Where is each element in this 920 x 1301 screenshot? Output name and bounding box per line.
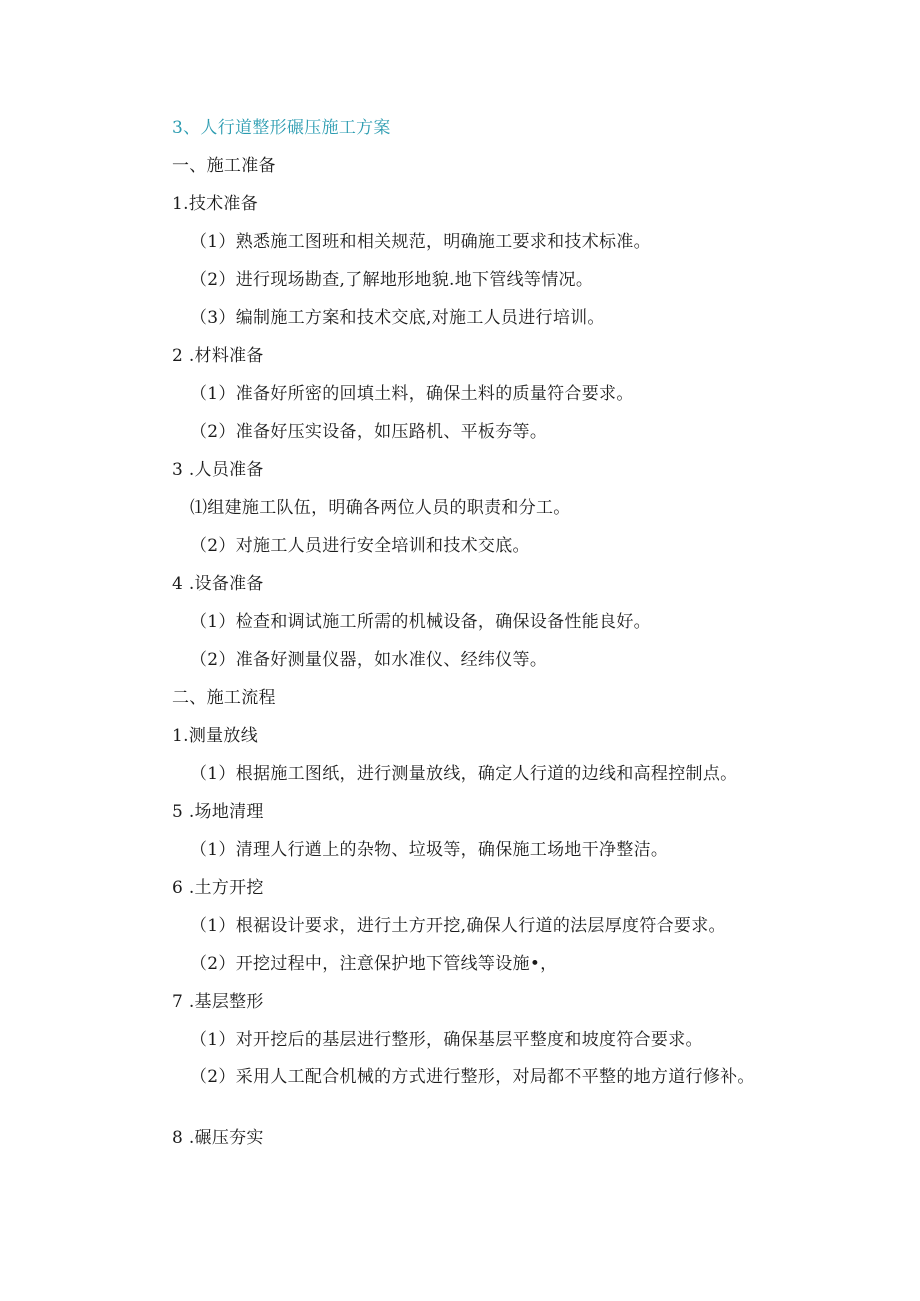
- paragraph: （1）检查和调试施工所需的机械设备，确保设备性能良好。: [190, 612, 651, 632]
- subheading-survey: 1.测量放线: [172, 726, 259, 746]
- subheading-excavation: 6 .土方开挖: [172, 878, 264, 898]
- subheading-compaction: 8 .碾压夯实: [172, 1128, 264, 1148]
- paragraph: （1）熟悉施工图班和相关规范，明确施工要求和技术标准。: [190, 232, 651, 252]
- paragraph: （2）准备好测量仪器，如水准仪、经纬仪等。: [190, 650, 548, 670]
- paragraph-wrapped: （2）采用人工配合机械的方式进行整形，对局都不平整的地方道行修补。: [190, 1067, 755, 1087]
- paragraph: （3）编制施工方案和技术交底,对施工人员进行培训。: [190, 308, 605, 328]
- paragraph: （1）根裾设计要求，进行土方开挖,确保人行道的法层厚度符合要求。: [190, 916, 726, 936]
- paragraph: （2）开挖过程中，注意保护地下管线等设施•，: [190, 954, 558, 974]
- subheading-materials: 2 .材料准备: [172, 346, 264, 366]
- paragraph: （1）根据施工图纸，进行测量放线，确定人行道的边线和高程控制点。: [190, 764, 738, 784]
- paragraph: （1）清理人行遒上的杂物、垃圾等，确保施工场地干净整洁。: [190, 840, 669, 860]
- section-heading-process: 二、施工流程: [172, 688, 276, 708]
- subheading-base-shaping: 7 .基层整形: [172, 992, 264, 1012]
- paragraph: ⑴组建施工队伍，明确各两位人员的职责和分工。: [190, 498, 571, 518]
- subheading-equipment: 4 .设备准备: [172, 574, 264, 594]
- subheading-personnel: 3 .人员准备: [172, 460, 264, 480]
- paragraph: （1）准备好所密的回填土料，确保土料的质量符合要求。: [190, 384, 634, 404]
- paragraph: （2）对施工人员进行安全培训和技术交底。: [190, 536, 530, 556]
- section-heading-preparation: 一、施工准备: [172, 156, 276, 176]
- paragraph: （2）进行现场勘查,了解地形地貌.地下管线等情况。: [190, 270, 594, 290]
- subheading-site-clearing: 5 .场地清理: [172, 802, 264, 822]
- document-title: 3、人行道整形碾压施工方案: [172, 118, 391, 138]
- paragraph: （1）对开挖后的基层进行整形，确保基层平整度和坡度符合要求。: [190, 1030, 703, 1050]
- paragraph: （2）准备好压实设备，如压路机、平板夯等。: [190, 422, 548, 442]
- subheading-technical: 1.技术准备: [172, 194, 259, 214]
